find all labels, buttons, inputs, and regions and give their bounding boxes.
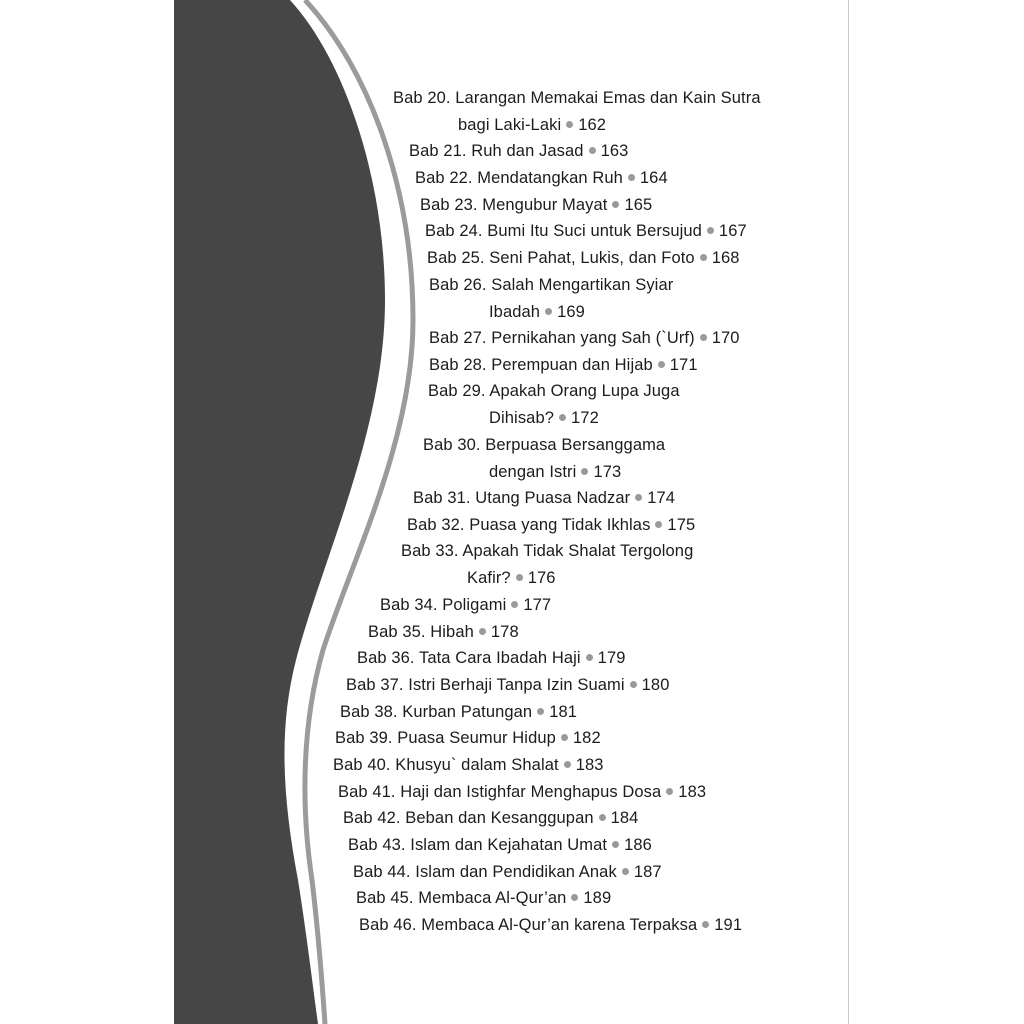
entry-title: Bab 29. Apakah Orang Lupa Juga (428, 382, 680, 400)
entry-page: 178 (490, 623, 519, 641)
entry-title: Bab 46. Membaca Al-Qur’an karena Terpaksa (359, 916, 698, 934)
toc-entry (427, 248, 740, 268)
bullet-dot-icon (571, 894, 578, 901)
bullet-dot-icon (628, 174, 635, 181)
bullet-dot-icon (564, 761, 571, 768)
entry-title: Bab 44. Islam dan Pendidikan Anak (353, 863, 617, 881)
entry-title: Bab 33. Apakah Tidak Shalat Tergolong (401, 542, 694, 560)
toc-entry (353, 862, 662, 882)
bullet-dot-icon (545, 308, 552, 315)
bullet-dot-icon (599, 814, 606, 821)
entry-title: Bab 43. Islam dan Kejahatan Umat (348, 836, 608, 854)
bullet-dot-icon (516, 574, 523, 581)
toc-entry (429, 355, 698, 375)
entry-title: Bab 22. Mendatangkan Ruh (415, 169, 623, 187)
entry-title: Bab 34. Poligami (380, 596, 507, 614)
entry-page: 180 (641, 676, 670, 694)
entry-title: Bab 35. Hibah (368, 623, 474, 641)
toc-entry (401, 541, 693, 561)
entry-page: 191 (714, 916, 743, 934)
entry-page: 183 (678, 783, 707, 801)
bullet-dot-icon (559, 414, 566, 421)
toc-entry (407, 515, 695, 535)
entry-page: 187 (633, 863, 662, 881)
entry-page: 171 (669, 356, 698, 374)
entry-page: 184 (610, 809, 639, 827)
entry-title: Kafir? (467, 569, 511, 587)
bullet-dot-icon (622, 868, 629, 875)
toc-entry (357, 648, 626, 668)
entry-title: Bab 41. Haji dan Istighfar Menghapus Dosa (338, 783, 662, 801)
toc-entry (338, 782, 706, 802)
toc-entry (425, 221, 747, 241)
entry-title: Bab 30. Berpuasa Bersanggama (423, 436, 666, 454)
bullet-dot-icon (537, 708, 544, 715)
entry-title: Bab 32. Puasa yang Tidak Ikhlas (407, 516, 651, 534)
toc-entry (413, 488, 675, 508)
entry-title: bagi Laki-Laki (458, 116, 562, 134)
toc-entry (343, 808, 638, 828)
bullet-dot-icon (581, 468, 588, 475)
bullet-dot-icon (586, 654, 593, 661)
bullet-dot-icon (561, 734, 568, 741)
entry-page: 167 (718, 222, 747, 240)
entry-title: dengan Istri (489, 463, 577, 481)
toc-entry (420, 195, 652, 215)
toc-entry (429, 275, 673, 295)
entry-page: 189 (583, 889, 612, 907)
toc-entry (489, 462, 621, 482)
entry-title: Bab 27. Pernikahan yang Sah (`Urf) (429, 329, 695, 347)
entry-page: 174 (647, 489, 676, 507)
bullet-dot-icon (707, 227, 714, 234)
entry-page: 173 (593, 463, 622, 481)
entry-page: 168 (711, 249, 740, 267)
entry-page: 172 (571, 409, 599, 427)
entry-page: 179 (597, 649, 626, 667)
toc-entry (429, 328, 740, 348)
toc-entry (428, 381, 680, 401)
toc-entry (359, 915, 742, 935)
toc-entry (489, 408, 599, 428)
entry-page: 186 (624, 836, 652, 854)
entry-title: Bab 26. Salah Mengartikan Syiar (429, 276, 674, 294)
entry-title: Bab 25. Seni Pahat, Lukis, dan Foto (427, 249, 695, 267)
toc-entry (380, 595, 551, 615)
entry-title: Bab 38. Kurban Patungan (340, 703, 533, 721)
bullet-dot-icon (658, 361, 665, 368)
entry-page: 169 (557, 303, 585, 321)
entry-page: 175 (667, 516, 696, 534)
entry-title: Bab 36. Tata Cara Ibadah Haji (357, 649, 581, 667)
entry-page: 170 (711, 329, 740, 347)
toc-entry (415, 168, 668, 188)
entry-page: 164 (639, 169, 668, 187)
toc-entry (346, 675, 670, 695)
bullet-dot-icon (655, 521, 662, 528)
bullet-dot-icon (700, 334, 707, 341)
entry-title: Ibadah (489, 303, 541, 321)
bullet-dot-icon (702, 921, 709, 928)
entry-title: Bab 28. Perempuan dan Hijab (429, 356, 653, 374)
page-edge-line (848, 0, 849, 1024)
bullet-dot-icon (566, 121, 573, 128)
toc-entry (335, 728, 601, 748)
entry-page: 162 (578, 116, 607, 134)
entry-title: Bab 20. Larangan Memakai Emas dan Kain Sutra (393, 89, 761, 107)
toc-entry (356, 888, 611, 908)
entry-title: Bab 45. Membaca Al-Qur’an (356, 889, 567, 907)
entry-title: Bab 39. Puasa Seumur Hidup (335, 729, 556, 747)
entry-title: Bab 37. Istri Berhaji Tanpa Izin Suami (346, 676, 625, 694)
entry-page: 177 (523, 596, 552, 614)
toc-entry (340, 702, 577, 722)
entry-title: Bab 31. Utang Puasa Nadzar (413, 489, 631, 507)
toc-entry (489, 302, 585, 322)
entry-title: Bab 24. Bumi Itu Suci untuk Bersujud (425, 222, 702, 240)
bullet-dot-icon (666, 788, 673, 795)
bullet-dot-icon (635, 494, 642, 501)
toc-entry (333, 755, 604, 775)
entry-page: 165 (624, 196, 653, 214)
bullet-dot-icon (700, 254, 707, 261)
toc-entry (348, 835, 652, 855)
toc-entry (368, 622, 519, 642)
entry-page: 182 (572, 729, 601, 747)
toc-entry (393, 88, 761, 108)
entry-title: Bab 40. Khusyu` dalam Shalat (333, 756, 559, 774)
bullet-dot-icon (612, 841, 619, 848)
bullet-dot-icon (511, 601, 518, 608)
bullet-dot-icon (612, 201, 619, 208)
entry-title: Bab 42. Beban dan Kesanggupan (343, 809, 594, 827)
entry-page: 163 (600, 142, 629, 160)
entry-page: 181 (549, 703, 578, 721)
bullet-dot-icon (479, 628, 486, 635)
bullet-dot-icon (589, 147, 596, 154)
bullet-dot-icon (630, 681, 637, 688)
entry-title: Bab 23. Mengubur Mayat (420, 196, 608, 214)
entry-page: 183 (575, 756, 604, 774)
entry-title: Dihisab? (489, 409, 555, 427)
toc-entry (467, 568, 556, 588)
toc-entry (409, 141, 628, 161)
toc-entry (423, 435, 665, 455)
toc-entry (458, 115, 606, 135)
entry-page: 176 (527, 569, 556, 587)
entry-title: Bab 21. Ruh dan Jasad (409, 142, 584, 160)
